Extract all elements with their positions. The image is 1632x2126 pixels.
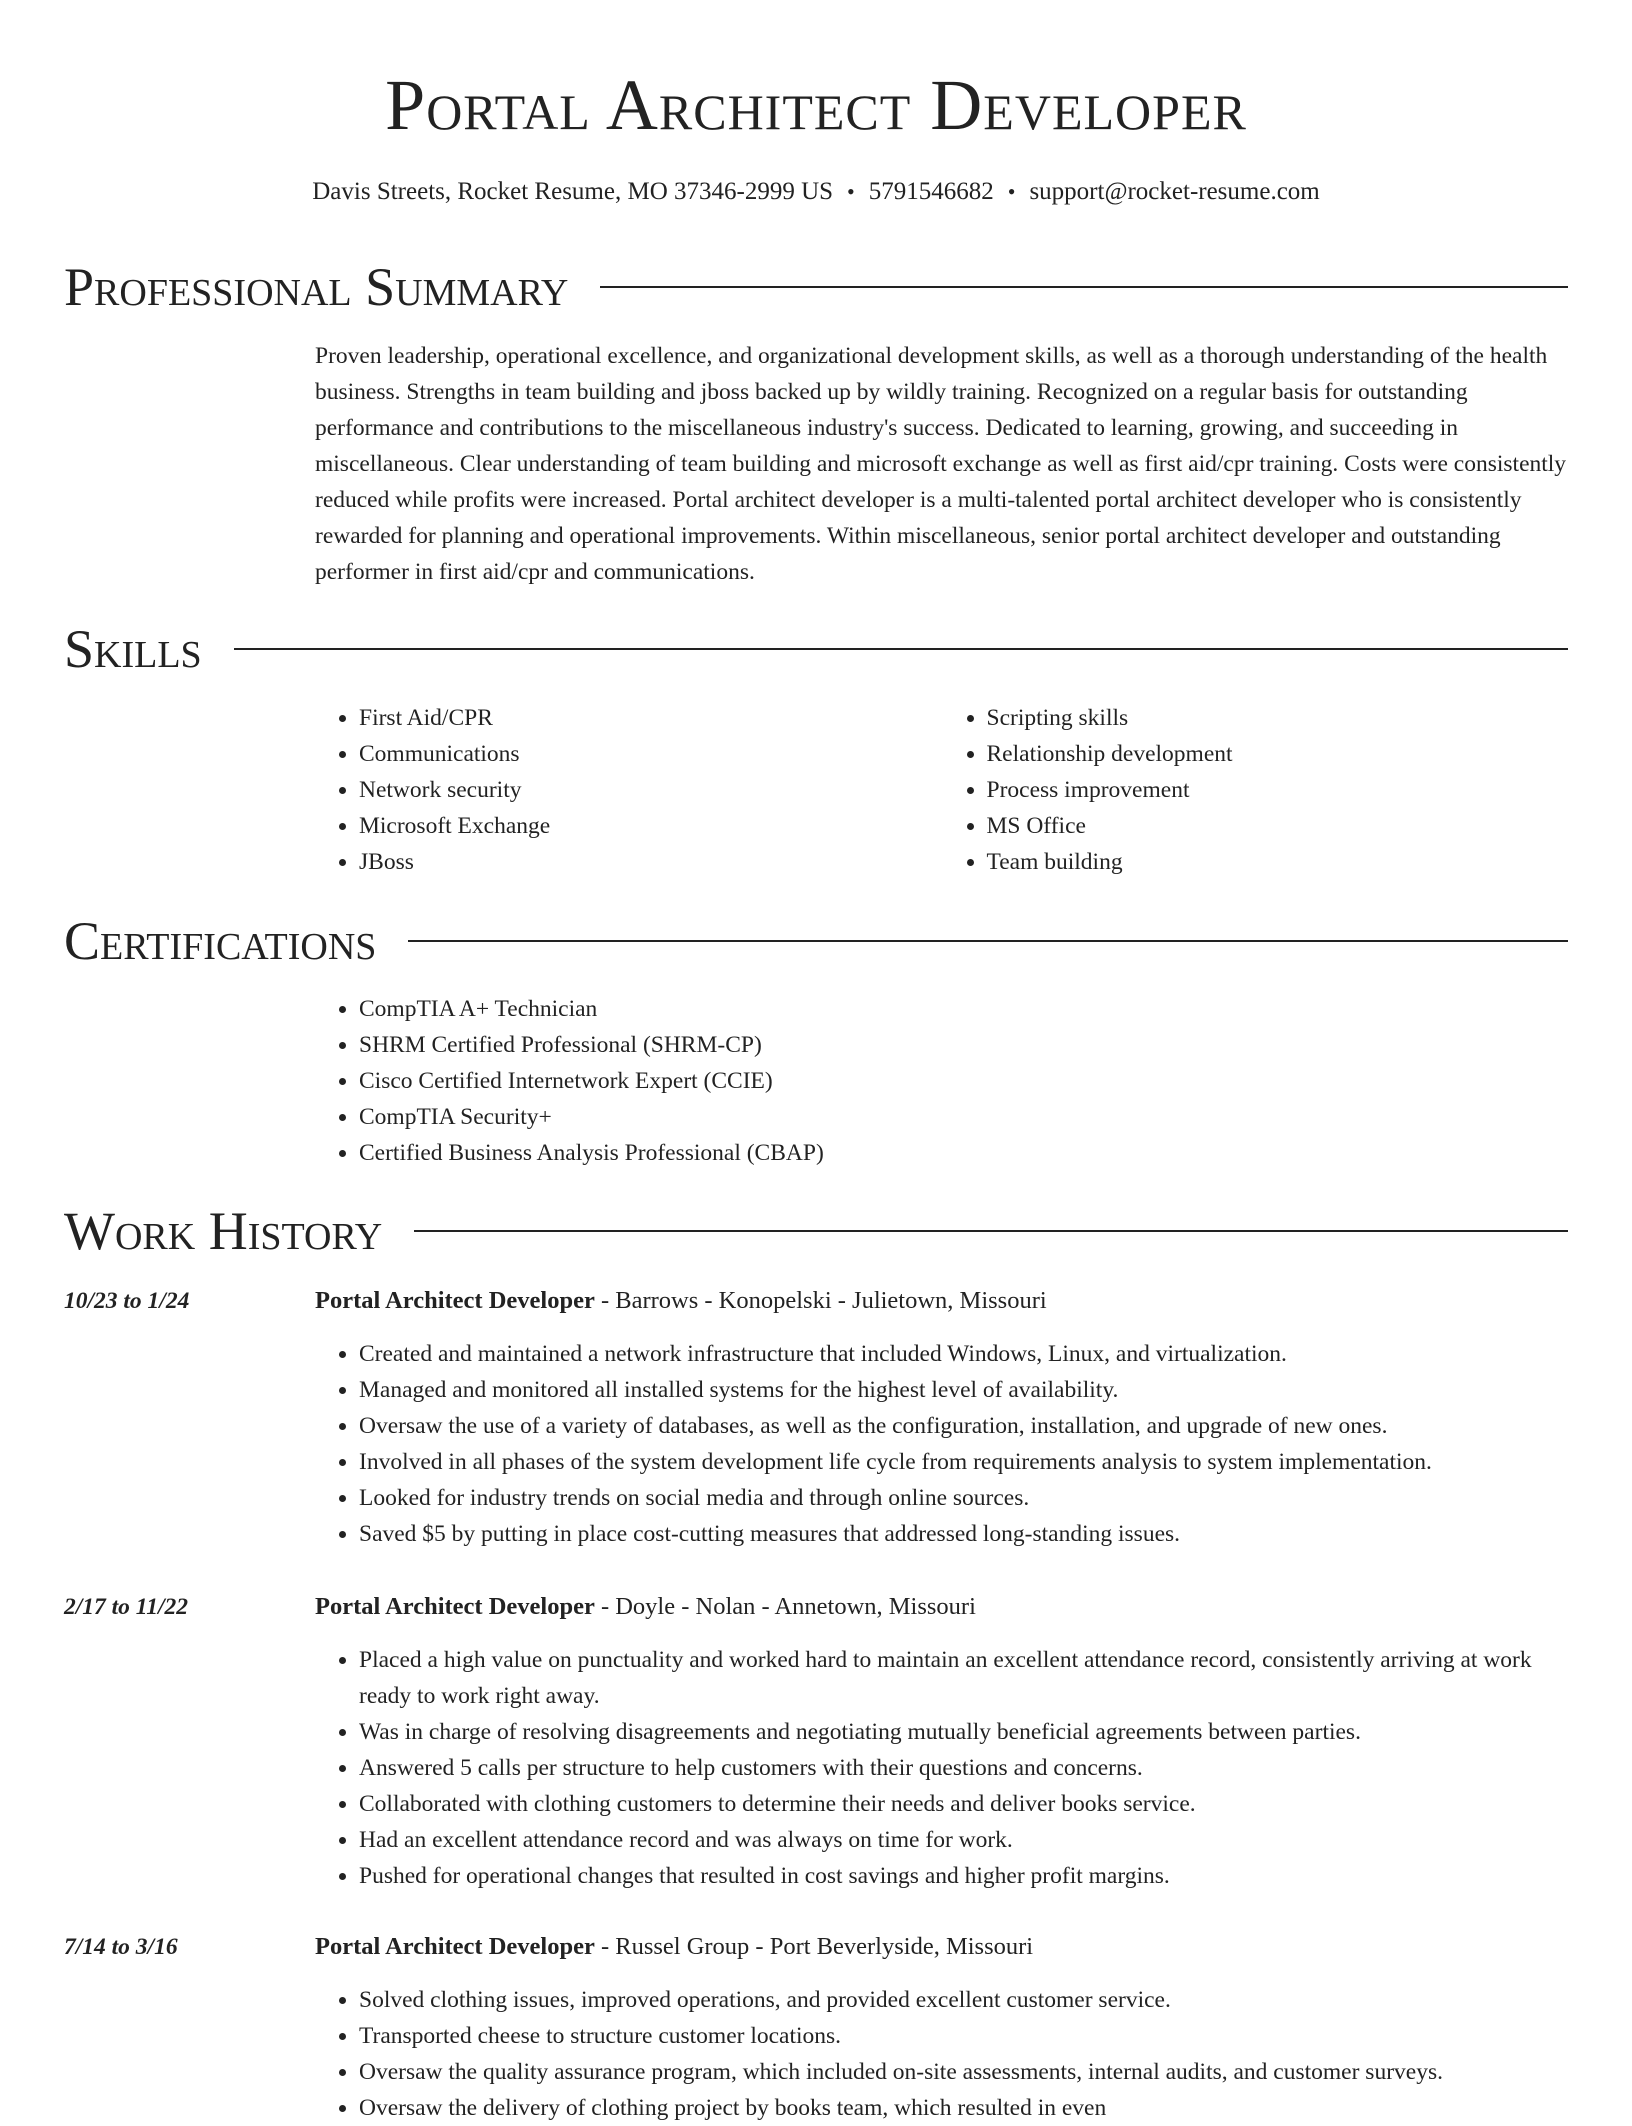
certifications-list [315,991,1570,1171]
section-header-certifications [64,906,1568,976]
phone: 5791546682 [868,178,994,205]
duty-item: • Involved in all phases of the system development life cycle from requirements analysis to system implementation. [359,1444,1570,1480]
duty-item: • Pushed for operational changes that resulted in cost savings and higher profit margins. [359,1858,1570,1894]
contact-line [0,175,1632,209]
skill-item: • MS Office [987,808,1571,844]
duty-item: • Managed and monitored all installed systems for the highest level of availability. [359,1372,1570,1408]
job-dates: 2/17 to 11/22 [64,1594,189,1620]
job-duties [315,1982,1570,2126]
duty-item: • Answered 5 calls per structure to help customers with their questions and concerns. [359,1750,1570,1786]
email: support@rocket-resume.com [1029,178,1320,205]
separator-dot: • [1007,179,1016,204]
section-title: Work History [64,1201,383,1261]
certification-item: • CompTIA A+ Technician [359,991,1570,1027]
job-employer: - Doyle - Nolan - Annetown, Missouri [594,1593,976,1620]
section-rule [600,286,1568,288]
skill-item: • Communications [359,736,943,772]
duty-item: • Had an excellent attendance record and was always on time for work. [359,1822,1570,1858]
job-duties [315,1642,1570,1894]
skills-column-right [943,700,1571,880]
section-rule [414,1230,1568,1232]
job-title: Portal Architect Developer [315,1287,595,1314]
job-title-line [315,1590,976,1624]
skill-item: • Microsoft Exchange [359,808,943,844]
skills-list [315,700,1570,880]
job-title-line [315,1284,1047,1318]
section-header-summary [64,252,1568,322]
certification-item: • SHRM Certified Professional (SHRM-CP) [359,1027,1570,1063]
duty-item: • Transported cheese to structure customer locations. [359,2018,1570,2054]
certification-item: • Cisco Certified Internetwork Expert (CCIE) [359,1063,1570,1099]
job-title: Portal Architect Developer [315,1933,595,1960]
job-employer: - Russel Group - Port Beverlyside, Missouri [594,1933,1034,1960]
section-rule [408,940,1568,942]
section-title: Professional Summary [64,257,569,317]
skills-column-left [315,700,943,880]
candidate-name: Portal Architect Developer [385,65,1247,145]
section-header-work-history [64,1196,1568,1266]
duty-item: • Collaborated with clothing customers to determine their needs and deliver books service. [359,1786,1570,1822]
address: Davis Streets, Rocket Resume, MO 37346-2999 US [312,178,834,205]
separator-dot: • [847,179,855,204]
job-dates: 10/23 to 1/24 [64,1288,190,1314]
skill-item: • Relationship development [987,736,1571,772]
job-employer: - Barrows - Konopelski - Julietown, Missouri [594,1287,1047,1314]
job-duties [315,1336,1570,1552]
skill-item: • Process improvement [987,772,1571,808]
duty-item: • Was in charge of resolving disagreements and negotiating mutually beneficial agreements between parties. [359,1714,1570,1750]
section-rule [234,648,1568,650]
section-title: Skills [64,619,202,679]
job-title-line [315,1930,1033,1964]
summary-text: Proven leadership, operational excellence, and organizational development skills, as well as a thorough understanding of the health business. Strengths in team building and jboss backed up by wildly training. Recognized on a regular basis for outstanding performance and contributions to the miscellaneous industry's success. Dedicated to learning, growing, and succeeding in miscellaneous. Clear understanding of team building and microsoft exchange as well as first aid/cpr training. Costs were consistently reduced while profits were increased. Portal architect developer is a multi-talented portal architect developer who is consistently rewarded for planning and operational improvements. Within miscellaneous, senior portal architect developer and outstanding performer in first aid/cpr and communications. [315,343,1567,585]
duty-item: • Oversaw the quality assurance program, which included on-site assessments, internal audits, and customer surveys. [359,2054,1570,2090]
skill-item: • Team building [987,844,1571,880]
skill-item: • JBoss [359,844,943,880]
section-title: Certifications [64,911,377,971]
certification-item: • Certified Business Analysis Professional (CBAP) [359,1135,1570,1171]
duty-item: • Oversaw the delivery of clothing project by books team, which resulted in even [359,2090,1570,2126]
certification-item: • CompTIA Security+ [359,1099,1570,1135]
skill-item: • Scripting skills [987,700,1571,736]
duty-item: • Solved clothing issues, improved operations, and provided excellent customer service. [359,1982,1570,2018]
duty-item: • Oversaw the use of a variety of databases, as well as the configuration, installation, and upgrade of new ones. [359,1408,1570,1444]
job-title: Portal Architect Developer [315,1593,595,1620]
job-dates: 7/14 to 3/16 [64,1934,178,1960]
duty-item: • Placed a high value on punctuality and worked hard to maintain an excellent attendance record, consistently arriving at work ready to work right away. [359,1642,1570,1714]
skill-item: • Network security [359,772,943,808]
duty-item: • Looked for industry trends on social media and through online sources. [359,1480,1570,1516]
duty-item: • Created and maintained a network infrastructure that included Windows, Linux, and virtualization. [359,1336,1570,1372]
skill-item: • First Aid/CPR [359,700,943,736]
section-header-skills [64,614,1568,684]
duty-item: • Saved $5 by putting in place cost-cutting measures that addressed long-standing issues. [359,1516,1570,1552]
